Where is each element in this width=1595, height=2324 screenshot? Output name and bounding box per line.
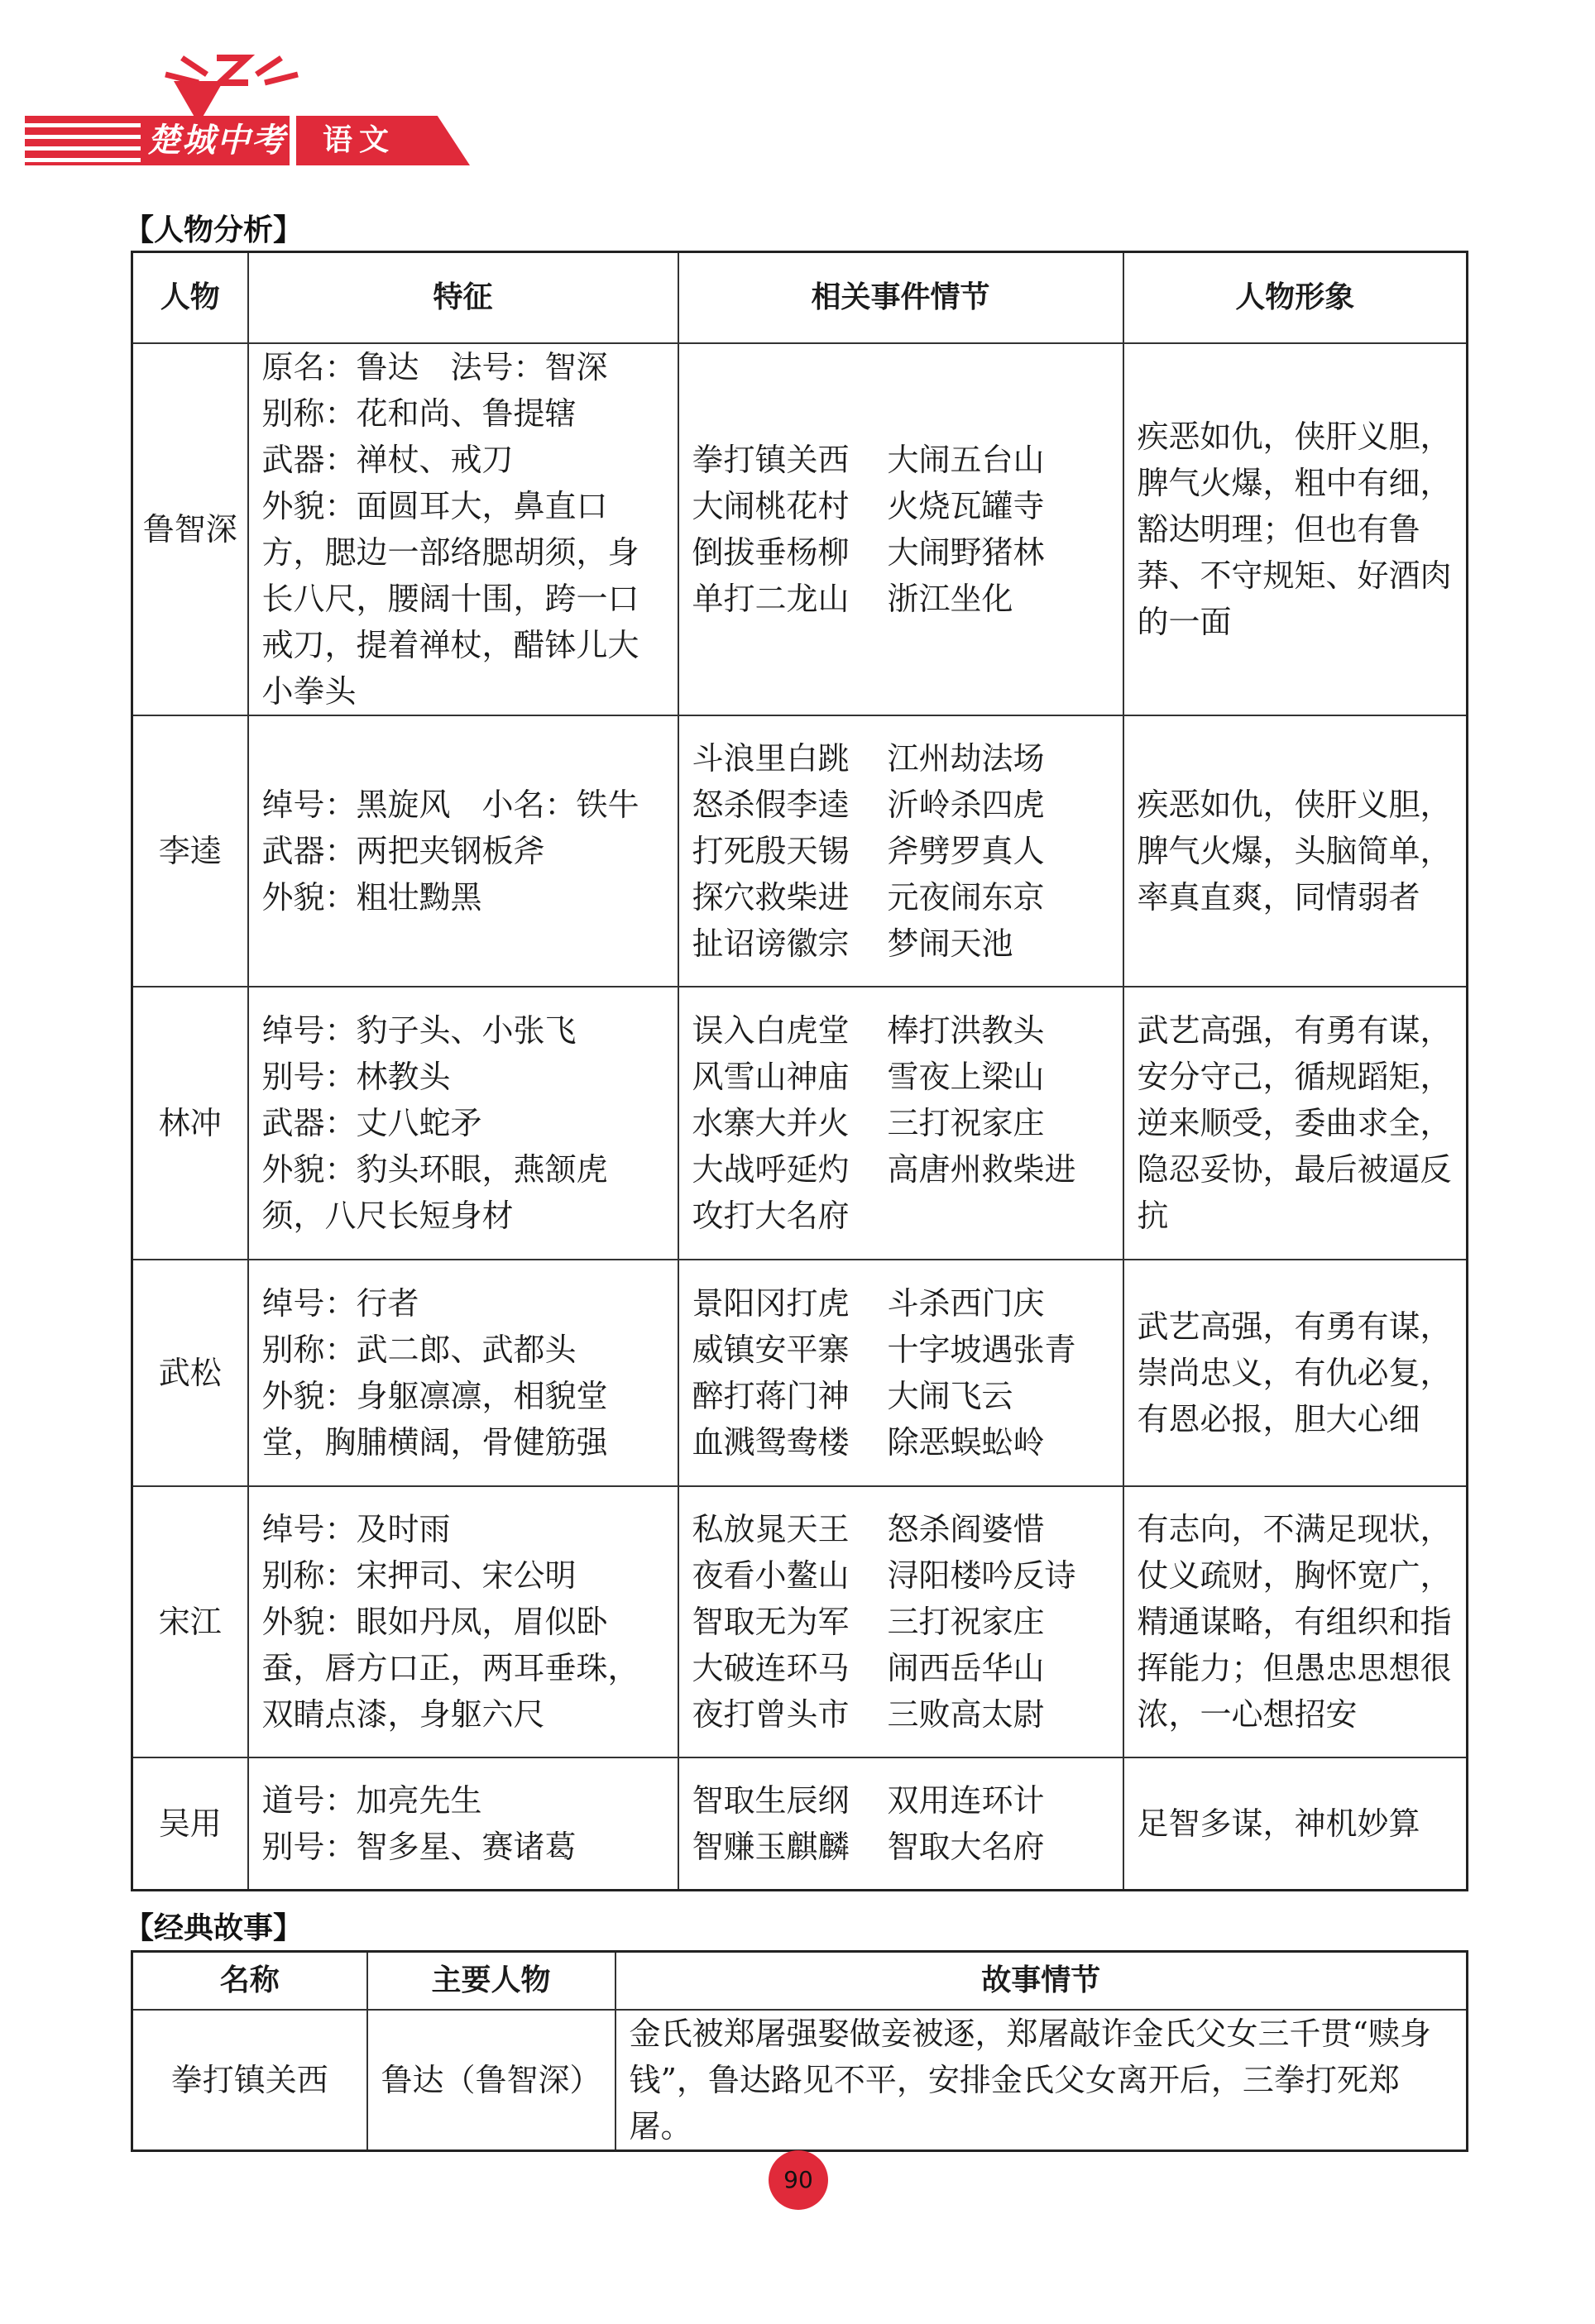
column-header: 名称 <box>132 1952 367 2011</box>
story-character: 鲁达（鲁智深） <box>367 2010 615 2151</box>
table-row <box>132 343 1468 715</box>
table-header-row <box>132 1952 1468 2011</box>
character-name: 宋江 <box>132 1486 248 1757</box>
section-title-stories: 【经典故事】 <box>124 1911 304 1945</box>
character-name: 林冲 <box>132 987 248 1260</box>
page-number: 90 <box>769 2150 828 2210</box>
table-row <box>132 2010 1468 2151</box>
subject-label: 语文 <box>323 123 396 157</box>
column-header: 相关事件情节 <box>678 252 1123 344</box>
character-image: 武艺高强，有勇有谋，安分守己，循规蹈矩，逆来顺受，委曲求全，隐忍妥协，最后被逼反抗 <box>1123 987 1468 1260</box>
character-events: 误入白虎堂 棒打洪教头 风雪山神庙 雪夜上梁山 水寨大并火 三打祝家庄 大战呼延灼 高唐州救柴进 攻打大名府 <box>678 987 1123 1260</box>
character-events: 斗浪里白跳 江州劫法场 怒杀假李逵 沂岭杀四虎 打死殷天锡 斧劈罗真人 探穴救柴进 元夜闹东京 扯诏谤徽宗 梦闹天池 <box>678 715 1123 987</box>
story-plot: 金氏被郑屠强娶做妾被逐，郑屠敲诈金氏父女三千贯“赎身钱”，鲁达路见不平，安排金氏父女离开后，三拳打死郑屠。 <box>615 2010 1468 2151</box>
stories-table <box>131 1950 1468 2152</box>
story-title: 拳打镇关西 <box>132 2010 367 2151</box>
header-logo <box>25 50 455 174</box>
table-row <box>132 1486 1468 1757</box>
character-features: 绰号：及时雨 别称：宋押司、宋公明 外貌：眼如丹凤，眉似卧蚕，唇方口正，两耳垂珠，双睛点漆，身躯六尺 <box>248 1486 678 1757</box>
character-image: 足智多谋，神机妙算 <box>1123 1757 1468 1890</box>
character-features: 原名：鲁达 法号：智深 别称：花和尚、鲁提辖 武器：禅杖、戒刀 外貌：面圆耳大，鼻直口方，腮边一部络腮胡须，身长八尺，腰阔十围，跨一口戒刀，提着禅杖，醋钵儿大小拳头 <box>248 343 678 715</box>
logo-mark-icon <box>149 50 314 124</box>
column-header: 特征 <box>248 252 678 344</box>
character-events: 景阳冈打虎 斗杀西门庆 威镇安平寨 十字坡遇张青 醉打蒋门神 大闹飞云 血溅鸳鸯楼 除恶蜈蚣岭 <box>678 1260 1123 1486</box>
table-row <box>132 1260 1468 1486</box>
section-title-characters: 【人物分析】 <box>124 213 304 247</box>
character-features: 绰号：黑旋风 小名：铁牛 武器：两把夹钢板斧 外貌：粗壮黝黑 <box>248 715 678 987</box>
header-stripe <box>25 116 149 165</box>
table-row <box>132 1757 1468 1890</box>
character-image: 武艺高强，有勇有谋，崇尚忠义，有仇必复，有恩必报，胆大心细 <box>1123 1260 1468 1486</box>
character-table <box>131 251 1468 1891</box>
column-header: 主要人物 <box>367 1952 615 2011</box>
brand-name: 楚城中考 <box>147 122 286 160</box>
character-events: 智取生辰纲 双用连环计 智赚玉麒麟 智取大名府 <box>678 1757 1123 1890</box>
character-features: 道号：加亮先生 别号：智多星、赛诸葛 <box>248 1757 678 1890</box>
table-header-row <box>132 252 1468 344</box>
character-events: 私放晁天王 怒杀阎婆惜 夜看小鳌山 浔阳楼吟反诗 智取无为军 三打祝家庄 大破连环马 闹西岳华山 夜打曾头市 三败高太尉 <box>678 1486 1123 1757</box>
column-header: 人物形象 <box>1123 252 1468 344</box>
character-name: 李逵 <box>132 715 248 987</box>
character-name: 鲁智深 <box>132 343 248 715</box>
table-row <box>132 987 1468 1260</box>
character-features: 绰号：行者 别称：武二郎、武都头 外貌：身躯凛凛，相貌堂堂，胸脯横阔，骨健筋强 <box>248 1260 678 1486</box>
character-image: 疾恶如仇，侠肝义胆，脾气火爆，粗中有细，豁达明理；但也有鲁莽、不守规矩、好酒肉的一面 <box>1123 343 1468 715</box>
column-header: 故事情节 <box>615 1952 1468 2011</box>
character-name: 武松 <box>132 1260 248 1486</box>
character-image: 有志向，不满足现状，仗义疏财，胸怀宽广，精通谋略，有组织和指挥能力；但愚忠思想很浓，一心想招安 <box>1123 1486 1468 1757</box>
character-image: 疾恶如仇，侠肝义胆，脾气火爆，头脑简单，率真直爽，同情弱者 <box>1123 715 1468 987</box>
character-name: 吴用 <box>132 1757 248 1890</box>
table-row <box>132 715 1468 987</box>
character-events: 拳打镇关西 大闹五台山 大闹桃花村 火烧瓦罐寺 倒拔垂杨柳 大闹野猪林 单打二龙山 浙江坐化 <box>678 343 1123 715</box>
column-header: 人物 <box>132 252 248 344</box>
character-features: 绰号：豹子头、小张飞 别号：林教头 武器：丈八蛇矛 外貌：豹头环眼，燕颔虎须，八尺长短身材 <box>248 987 678 1260</box>
